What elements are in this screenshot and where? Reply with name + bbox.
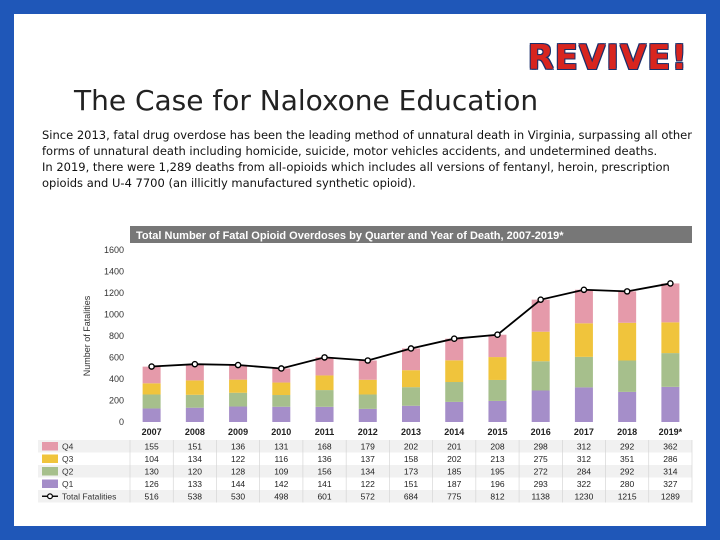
legend-swatch-q2 bbox=[42, 467, 58, 476]
total-point bbox=[495, 332, 500, 337]
bar-q3 bbox=[532, 332, 550, 362]
table-cell: 286 bbox=[663, 454, 678, 464]
table-cell: 196 bbox=[490, 479, 505, 489]
bar-q3 bbox=[143, 383, 161, 394]
bar-q3 bbox=[316, 375, 334, 390]
x-tick-label: 2007 bbox=[141, 427, 162, 437]
bar-q3 bbox=[186, 380, 204, 394]
bar-q3 bbox=[402, 370, 420, 387]
table-cell: 136 bbox=[230, 441, 246, 452]
intro-paragraph-2: In 2019, there were 1,289 deaths from all-opioids which includes all versions of fentanyl, heroin, prescription opioids and U-4 7700 (an illicitly manufactured synthetic opioid). bbox=[42, 160, 670, 190]
table-cell: 202 bbox=[403, 441, 419, 452]
x-tick-label: 2011 bbox=[314, 427, 335, 437]
opioid-overdose-chart bbox=[14, 222, 706, 522]
table-cell: 130 bbox=[144, 466, 159, 477]
table-cell: 136 bbox=[317, 454, 332, 464]
table-cell: 601 bbox=[317, 491, 332, 502]
table-cell: 155 bbox=[144, 441, 159, 452]
y-tick-label: 0 bbox=[118, 417, 124, 427]
total-point bbox=[538, 297, 543, 302]
bar-q4 bbox=[488, 335, 506, 357]
total-point bbox=[668, 281, 673, 286]
bar-q2 bbox=[359, 394, 377, 408]
bar-q1 bbox=[402, 406, 420, 422]
table-cell: 298 bbox=[533, 441, 548, 452]
legend-swatch-q4 bbox=[42, 442, 58, 451]
table-cell: 131 bbox=[274, 441, 289, 452]
bar-q1 bbox=[272, 407, 290, 422]
x-tick-label: 2015 bbox=[487, 427, 508, 437]
table-cell: 116 bbox=[274, 454, 289, 464]
bar-q1 bbox=[618, 392, 636, 422]
table-cell: 158 bbox=[403, 454, 419, 464]
bar-q1 bbox=[488, 401, 506, 422]
table-cell: 322 bbox=[576, 479, 592, 489]
bar-q2 bbox=[575, 357, 593, 388]
bar-q4 bbox=[618, 291, 636, 322]
table-cell: 272 bbox=[533, 466, 548, 477]
x-tick-label: 2010 bbox=[271, 427, 292, 437]
bar-q1 bbox=[186, 408, 204, 422]
table-cell: 104 bbox=[144, 454, 159, 464]
table-cell: 1138 bbox=[531, 491, 550, 502]
x-tick-label: 2008 bbox=[184, 427, 205, 437]
table-cell: 327 bbox=[663, 479, 678, 489]
x-tick-label: 2013 bbox=[400, 427, 422, 437]
bar-q4 bbox=[661, 283, 679, 322]
x-tick-label: 2019* bbox=[658, 427, 683, 437]
table-cell: 141 bbox=[317, 479, 332, 489]
table-cell: 128 bbox=[230, 466, 246, 477]
y-tick-label: 600 bbox=[108, 352, 124, 363]
table-cell: 498 bbox=[274, 491, 289, 502]
table-cell: 137 bbox=[360, 454, 375, 464]
bar-q2 bbox=[661, 353, 679, 387]
table-row-label: Q2 bbox=[62, 466, 74, 477]
bar-q3 bbox=[359, 380, 377, 395]
total-point bbox=[581, 287, 586, 292]
table-cell: 1215 bbox=[617, 491, 637, 502]
table-row-label: Q3 bbox=[62, 454, 74, 464]
table-cell: 156 bbox=[317, 466, 332, 477]
table-cell: 775 bbox=[447, 491, 462, 502]
slide-title: The Case for Naloxone Education bbox=[74, 84, 539, 117]
total-point bbox=[149, 364, 154, 369]
bar-q3 bbox=[272, 383, 290, 395]
x-tick-label: 2009 bbox=[228, 427, 249, 437]
legend-swatch-q3 bbox=[42, 455, 58, 464]
bar-q2 bbox=[143, 394, 161, 408]
table-cell: 168 bbox=[317, 441, 332, 452]
table-cell: 812 bbox=[490, 491, 505, 502]
bar-q1 bbox=[532, 391, 550, 422]
table-row-label: Total Fatalities bbox=[62, 491, 117, 502]
table-row-label: Q1 bbox=[62, 479, 74, 489]
total-point bbox=[365, 358, 370, 363]
y-tick-label: 200 bbox=[108, 395, 124, 406]
table-cell: 292 bbox=[620, 441, 635, 452]
bar-q3 bbox=[488, 357, 506, 380]
y-tick-label: 400 bbox=[108, 374, 124, 384]
bar-q4 bbox=[575, 290, 593, 324]
table-cell: 151 bbox=[187, 441, 202, 452]
bar-q3 bbox=[229, 380, 247, 393]
table-cell: 284 bbox=[576, 466, 592, 477]
table-cell: 173 bbox=[403, 466, 419, 477]
bar-q3 bbox=[661, 322, 679, 353]
total-point bbox=[452, 336, 457, 341]
table-cell: 133 bbox=[187, 479, 202, 489]
table-cell: 1230 bbox=[574, 491, 594, 502]
total-point bbox=[235, 362, 240, 367]
legend-swatch-total-point bbox=[48, 494, 53, 499]
table-cell: 208 bbox=[490, 441, 505, 452]
revive-logo: REVIVE! bbox=[527, 38, 688, 78]
bar-q2 bbox=[316, 390, 334, 407]
table-cell: 202 bbox=[447, 454, 462, 464]
bar-q2 bbox=[229, 393, 247, 407]
table-row-label: Q4 bbox=[62, 441, 74, 452]
bar-q2 bbox=[618, 361, 636, 392]
table-cell: 195 bbox=[490, 466, 505, 477]
table-cell: 187 bbox=[447, 479, 462, 489]
x-tick-label: 2014 bbox=[444, 427, 465, 437]
table-cell: 538 bbox=[187, 491, 202, 502]
table-cell: 126 bbox=[144, 479, 159, 489]
table-cell: 351 bbox=[620, 454, 635, 464]
table-cell: 275 bbox=[533, 454, 548, 464]
table-cell: 201 bbox=[447, 441, 462, 452]
y-tick-label: 1600 bbox=[103, 245, 124, 255]
slide bbox=[14, 14, 706, 526]
y-axis-label: Number of Fatalities bbox=[82, 295, 92, 377]
bar-q3 bbox=[445, 360, 463, 382]
y-tick-label: 1200 bbox=[103, 288, 124, 298]
x-tick-label: 2016 bbox=[530, 427, 551, 437]
table-cell: 530 bbox=[230, 491, 246, 502]
table-cell: 312 bbox=[576, 454, 592, 464]
table-cell: 572 bbox=[360, 491, 375, 502]
total-point bbox=[625, 289, 630, 294]
y-tick-label: 1400 bbox=[103, 266, 124, 277]
bar-q1 bbox=[359, 409, 377, 422]
bar-q2 bbox=[402, 387, 420, 406]
y-tick-label: 800 bbox=[108, 331, 124, 341]
bar-q1 bbox=[316, 407, 334, 422]
bar-q2 bbox=[488, 380, 506, 401]
bar-q3 bbox=[575, 323, 593, 357]
bar-q1 bbox=[143, 408, 161, 422]
table-cell: 684 bbox=[403, 491, 419, 502]
table-cell: 185 bbox=[447, 466, 462, 477]
x-tick-label: 2017 bbox=[573, 427, 594, 437]
chart-title: Total Number of Fatal Opioid Overdoses by Quarter and Year of Death, 2007-2019* bbox=[136, 230, 564, 242]
table-cell: 213 bbox=[490, 454, 505, 464]
table-cell: 122 bbox=[360, 479, 375, 489]
table-cell: 292 bbox=[620, 466, 635, 477]
table-cell: 516 bbox=[144, 491, 159, 502]
table-cell: 134 bbox=[187, 454, 202, 464]
bar-q1 bbox=[445, 402, 463, 422]
bar-q1 bbox=[575, 387, 593, 422]
intro-text bbox=[42, 127, 692, 191]
table-cell: 134 bbox=[360, 466, 375, 477]
bar-q1 bbox=[229, 407, 247, 422]
table-cell: 312 bbox=[576, 441, 592, 452]
intro-paragraph-1: Since 2013, fatal drug overdose has been the leading method of unnatural death in Virginia, surpassing all other forms of unnatural death including homicide, suicide, motor vehicles accidents, and undetermined deaths. bbox=[42, 128, 692, 158]
total-point bbox=[192, 362, 197, 367]
legend-swatch-q1 bbox=[42, 480, 58, 489]
table-cell: 142 bbox=[274, 479, 289, 489]
table-cell: 280 bbox=[620, 479, 635, 489]
total-point bbox=[322, 355, 327, 360]
table-cell: 293 bbox=[533, 479, 548, 489]
x-tick-label: 2012 bbox=[357, 427, 378, 437]
table-cell: 314 bbox=[663, 466, 678, 477]
total-point bbox=[279, 366, 284, 371]
table-cell: 151 bbox=[403, 479, 419, 489]
table-cell: 144 bbox=[230, 479, 246, 489]
bar-q2 bbox=[272, 395, 290, 407]
table-cell: 109 bbox=[274, 466, 289, 477]
y-tick-label: 1000 bbox=[103, 309, 124, 320]
x-tick-label: 2018 bbox=[617, 427, 638, 437]
table-cell: 120 bbox=[187, 466, 202, 477]
total-point bbox=[408, 346, 413, 351]
table-cell: 362 bbox=[663, 441, 678, 452]
bar-q2 bbox=[532, 361, 550, 390]
bar-q3 bbox=[618, 323, 636, 361]
table-cell: 122 bbox=[230, 454, 246, 464]
bar-q2 bbox=[445, 382, 463, 402]
table-cell: 179 bbox=[360, 441, 375, 452]
bar-q1 bbox=[661, 387, 679, 422]
bar-q2 bbox=[186, 395, 204, 408]
table-cell: 1289 bbox=[660, 491, 680, 502]
